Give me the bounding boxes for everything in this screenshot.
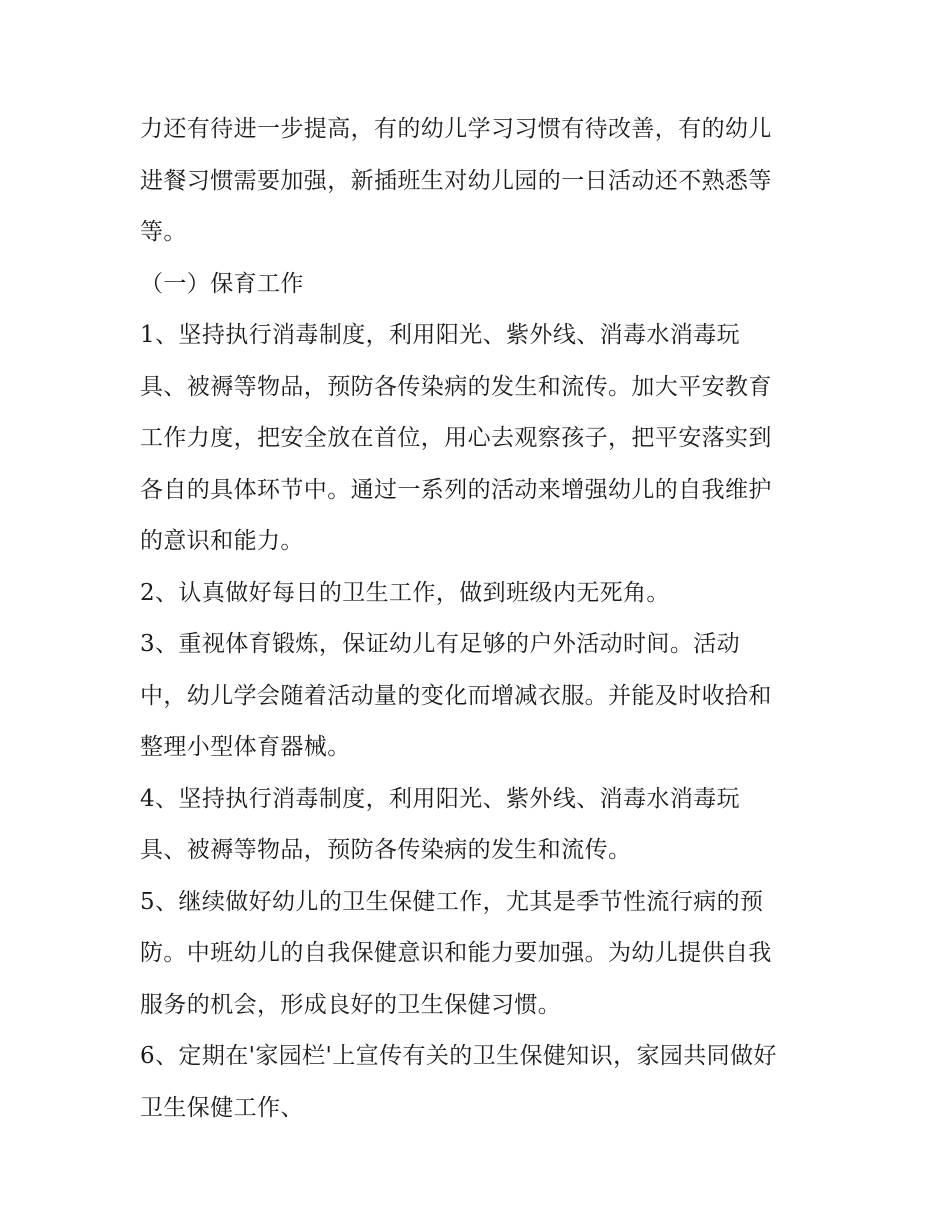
text-line: 整理小型体育器械。 <box>140 734 351 760</box>
text-line: 2、认真做好每日的卫生工作，做到班级内无死角。 <box>140 579 670 606</box>
text-line: 卫生保健工作、 <box>140 1094 304 1121</box>
text-line: 5、继续做好幼儿的卫生保健工作，尤其是季节性流行病的预 <box>140 888 764 915</box>
text-line: 1、坚持执行消毒制度，利用阳光、紫外线、消毒水消毒玩 <box>140 322 741 348</box>
text-line: 具、被褥等物品，预防各传染病的发生和流传。 <box>140 837 632 863</box>
text-line: 防。中班幼儿的自我保健意识和能力要加强。为幼儿提供自我 <box>140 940 772 966</box>
text-line: 服务的机会，形成良好的卫生保健习惯。 <box>140 991 562 1018</box>
text-line: 进餐习惯需要加强，新插班生对幼儿园的一日活动还不熟悉等 <box>140 167 772 194</box>
text-line: 3、重视体育锻炼，保证幼儿有足够的户外活动时间。活动 <box>140 631 741 657</box>
text-line: 中，幼儿学会随着活动量的变化而增减衣服。并能及时收拾和 <box>140 682 772 709</box>
text-line: 4、坚持执行消毒制度，利用阳光、紫外线、消毒水消毒玩 <box>140 785 741 812</box>
text-line: 力还有待进一步提高，有的幼儿学习习惯有待改善，有的幼儿 <box>140 116 772 142</box>
text-line: 6、定期在'家园栏'上宣传有关的卫生保健知识，家园共同做好 <box>140 1043 777 1069</box>
text-line: 具、被褥等物品，预防各传染病的发生和流传。加大平安教育 <box>140 373 772 400</box>
section-heading: （一）保育工作 <box>140 270 304 297</box>
text-line: 等。 <box>140 219 187 245</box>
text-line: 的意识和能力。 <box>140 528 304 554</box>
document-body <box>140 104 820 1134</box>
text-line: 工作力度，把安全放在首位，用心去观察孩子，把平安落实到 <box>140 425 772 451</box>
text-line: 各自的具体环节中。通过一系列的活动来增强幼儿的自我维护 <box>140 476 772 503</box>
